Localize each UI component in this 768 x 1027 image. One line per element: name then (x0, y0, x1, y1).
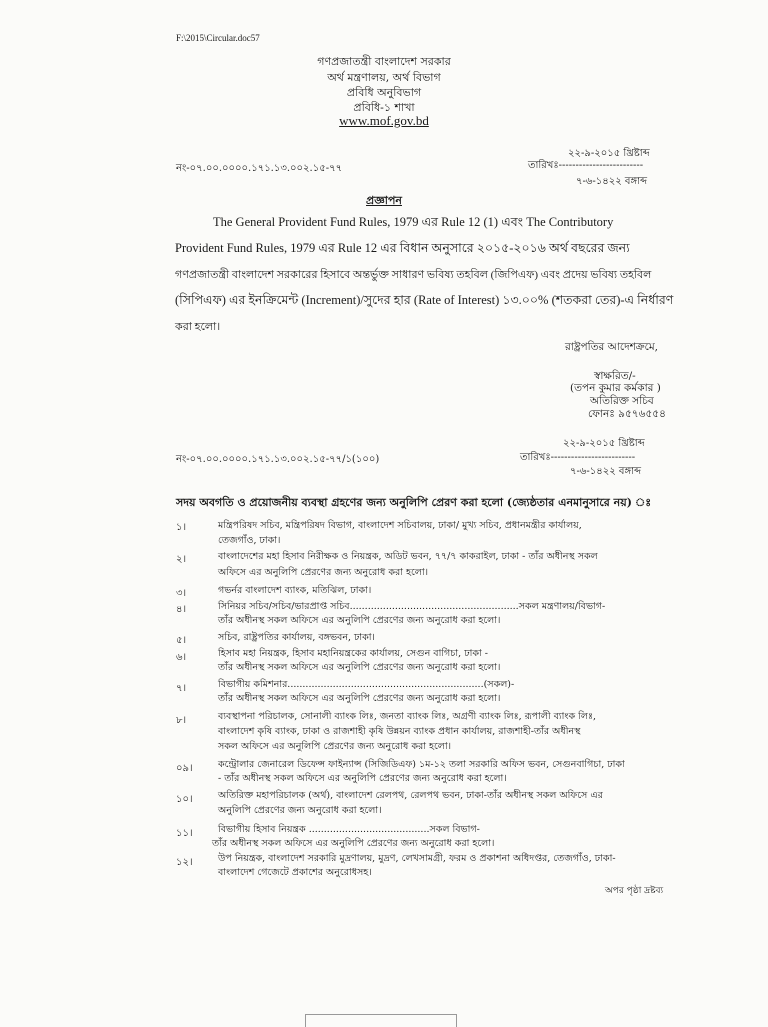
body-line-3: গণপ্রজাতন্ত্রী বাংলাদেশ সরকারের হিসাবে অন্তর্ভুক্ত সাধারণ ভবিষ্য তহবিল (জিপিএফ) এবং প্রদেয় ভবিষ্য তহবিল (175, 269, 652, 281)
header-wing: প্রবিধি অনুবিভাগ (346, 86, 422, 99)
list-item-text: সকল অফিসে এর অনুলিপি প্রেরণের জন্য অনুরোধ করা হলো। (218, 741, 452, 752)
header-government: গণপ্রজাতন্ত্রী বাংলাদেশ সরকার (317, 55, 451, 68)
list-item-number: ৮। (176, 715, 187, 726)
scan-edge-mark (305, 1014, 457, 1027)
list-item-text: বাংলাদেশ কৃষি ব্যাংক, ঢাকা ও রাজশাহী কৃষি উন্নয়ন ব্যাংক প্রধান কার্যালয়, রাজশাহী-তাঁর অধীনস্থ (218, 726, 581, 737)
list-item-number: ৪। (176, 604, 187, 615)
list-item-text: অফিসে এর অনুলিপি প্রেরণের জন্য অনুরোধ করা হলো। (218, 567, 429, 578)
list-item-number: ২। (176, 554, 187, 565)
list-item-text: ব্যবস্থাপনা পরিচালক, সোনালী ব্যাংক লিঃ, জনতা ব্যাংক লিঃ, অগ্রণী ব্যাংক লিঃ, রূপালী ব্যাংক লিঃ, (218, 711, 597, 722)
list-item-text: বিভাগীয় হিসাব নিয়ন্ত্রক ........................................সকল বিভাগ- (218, 824, 480, 835)
list-item-number: ১০। (176, 794, 193, 805)
header-branch: প্রবিধি-১ শাখা (353, 101, 415, 114)
memo2-date-label: তারিখঃ------------------------- (520, 452, 636, 463)
memo1-date-bangla: ৭-৬-১৪২২ বঙ্গাব্দ (576, 176, 648, 187)
list-item-text: তাঁর অধীনস্থ সকল অফিসে এর অনুলিপি প্রেরণের জন্য অনুরোধ করা হলো। (218, 615, 501, 626)
signature-name: (তপন কুমার কর্মকার ) (570, 382, 661, 394)
list-item-text: বাংলাদেশ গেজেটে প্রকাশের অনুরোধসহ। (218, 867, 372, 878)
list-item-text: সিনিয়র সচিব/সচিব/ভারপ্রাপ্ত সচিব........................................................সকল মন্ত্রণালয়/বিভাগ- (218, 601, 606, 612)
list-item-text: তাঁর অধীনস্থ সকল অফিসে এর অনুলিপি প্রেরণের জন্য অনুরোধ করা হলো। (218, 693, 501, 704)
signature-designation: অতিরিক্ত সচিব (590, 395, 654, 407)
signature-order: রাষ্ট্রপতির আদেশক্রমে, (565, 341, 658, 353)
signature-phone: ফোনঃ ৯৫৭৬৫৫৪ (588, 408, 666, 420)
page-turn-note: অপর পৃষ্ঠা দ্রষ্টব্য (605, 886, 664, 896)
body-line-5: করা হলো। (175, 321, 221, 333)
memo2-number: নং-০৭.০০.০০০০.১৭১.১৩.০০২.১৫-৭৭/১(১০০) (176, 454, 380, 465)
list-item-text: তাঁর অধীনস্থ সকল অফিসে এর অনুলিপি প্রেরণের জন্য অনুরোধ করা হলো। (212, 838, 495, 849)
list-item-text: উপ নিয়ন্ত্রক, বাংলাদেশ সরকারি মুদ্রণালয়, মুদ্রণ, লেখসামগ্রী, ফরম ও প্রকাশনা অধিদপ্তর, তেজগাঁও, ঢাকা- (218, 853, 616, 864)
body-line-1: The General Provident Fund Rules, 1979 এর Rule 12 (1) এবং The Contributory (213, 215, 614, 229)
signature-signed: স্বাক্ষরিত/- (594, 370, 636, 382)
memo1-date-christian: ২২-৯-২০১৫ খ্রিষ্টাব্দ (568, 148, 650, 159)
list-item-text: অনুলিপি প্রেরণের জন্য অনুরোধ করা হলো। (218, 805, 382, 816)
list-item-text: বাংলাদেশের মহা হিসাব নিরীক্ষক ও নিয়ন্ত্রক, অডিট ভবন, ৭৭/৭ কাকরাইল, ঢাকা - তাঁর অধীনস্থ সকল (218, 551, 598, 562)
memo2-date-christian: ২২-৯-২০১৫ খ্রিষ্টাব্দ (563, 438, 645, 449)
list-item-number: ০৯। (176, 763, 193, 774)
list-item-text: বিভাগীয় কমিশনার.................................................................(সকল)- (218, 679, 515, 690)
list-item-text: কন্ট্রোলার জেনারেল ডিফেন্স ফাইন্যান্স (সিজিডিএফ) ১ম-১২ তলা সরকারি অফিস ভবন, সেগুনবাগিচা, ঢাকা (218, 759, 625, 770)
list-item-number: ৫। (176, 635, 187, 646)
list-item-number: ১১। (176, 828, 193, 839)
list-item-number: ৬। (176, 652, 187, 663)
header-website-link[interactable]: www.mof.gov.bd (339, 113, 429, 128)
list-item-text: - তাঁর অধীনস্থ সকল অফিসে এর অনুলিপি প্রেরণের জন্য অনুরোধ করা হলো। (218, 773, 507, 784)
memo2-date-bangla: ৭-৬-১৪২২ বঙ্গাব্দ (570, 466, 642, 477)
list-item-text: সচিব, রাষ্ট্রপতির কার্যালয়, বঙ্গভবন, ঢাকা। (218, 632, 375, 643)
list-item-text: গভর্নর বাংলাদেশ ব্যাংক, মতিঝিল, ঢাকা। (218, 585, 372, 596)
body-line-2: Provident Fund Rules, 1979 এর Rule 12 এর বিধান অনুসারে ২০১৫-২০১৬ অর্থ বছরের জন্য (175, 241, 630, 255)
header-ministry: অর্থ মন্ত্রণালয়, অর্থ বিভাগ (327, 71, 441, 84)
list-item-text: তেজগাঁও, ঢাকা। (218, 535, 281, 546)
notification-title: প্রজ্ঞাপন (366, 194, 402, 207)
list-item-number: ৭। (176, 683, 187, 694)
list-item-number: ১। (176, 522, 187, 533)
list-item-number: ৩। (176, 588, 187, 599)
memo1-number: নং-০৭.০০.০০০০.১৭১.১৩.০০২.১৫-৭৭ (176, 163, 343, 174)
list-item-text: মন্ত্রিপরিষদ সচিব, মন্ত্রিপরিষদ বিভাগ, বাংলাদেশ সচিবালয়, ঢাকা/ মুখ্য সচিব, প্রধানমন্ত্রীর কার্যালয়, (218, 520, 582, 531)
list-item-text: হিসাব মহা নিয়ন্ত্রক, হিসাব মহানিয়ন্ত্রকের কার্যালয়, সেগুন বাগিচা, ঢাকা - (218, 648, 488, 659)
list-item-number: ১২। (176, 857, 193, 868)
list-item-text: তাঁর অধীনস্থ সকল অফিসে এর অনুলিপি প্রেরণের জন্য অনুরোধ করা হলো। (218, 662, 501, 673)
file-reference: F:\2015\Circular.doc57 (176, 33, 260, 43)
list-item-text: অতিরিক্ত মহাপরিচালক (অর্থ), বাংলাদেশ রেলপথ, রেলপথ ভবন, ঢাকা-তাঁর অধীনস্থ সকল অফিসে এর (218, 790, 603, 801)
memo1-date-label: তারিখঃ------------------------- (528, 160, 644, 171)
body-line-4: (সিপিএফ) এর ইনক্রিমেন্ট (Increment)/সুদের হার (Rate of Interest) ১৩.০০% (শতকরা তের)-এ নির্ধারণ (175, 293, 674, 307)
copy-distribution-heading: সদয় অবগতি ও প্রয়োজনীয় ব্যবস্থা গ্রহণের জন্য অনুলিপি প্রেরণ করা হলো (জ্যেষ্ঠতার এনমানুসারে নয়) ঃ (176, 496, 652, 509)
